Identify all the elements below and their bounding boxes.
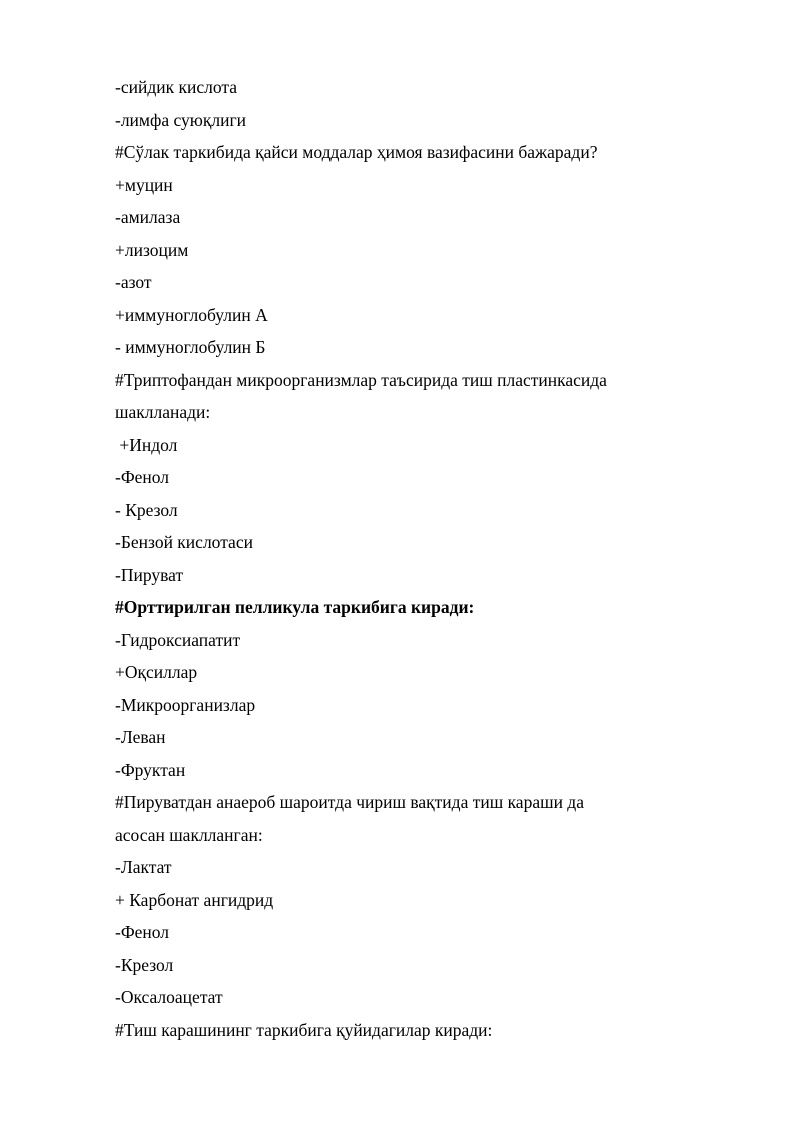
document-text-lines bbox=[115, 74, 715, 1049]
text-line: -сийдик кислота bbox=[115, 77, 237, 97]
text-line: +Индол bbox=[115, 434, 178, 455]
text-line: -лимфа суюқлиги bbox=[115, 109, 246, 130]
text-line: +иммуноглобулин А bbox=[115, 304, 268, 325]
text-line: -Микроорганизлар bbox=[115, 694, 256, 715]
text-line: #Пируватдан анаероб шароитда чириш вақтида тиш караши да bbox=[115, 792, 584, 812]
text-line: + Карбонат ангидрид bbox=[115, 889, 274, 910]
text-line: -Гидроксиапатит bbox=[115, 629, 241, 650]
text-line: +муцин bbox=[115, 174, 173, 195]
text-line: #Тиш карашининг таркибига қуйидагилар киради: bbox=[115, 1019, 493, 1040]
text-line: -Оксалоацетат bbox=[115, 987, 223, 1007]
text-line: #Орттирилган пелликула таркибига киради: bbox=[115, 597, 475, 617]
text-line: -Крезол bbox=[115, 954, 174, 975]
text-line: -Бензой кислотаси bbox=[115, 532, 253, 552]
text-line: -Пируват bbox=[115, 564, 184, 585]
text-line: #Триптофандан микроорганизмлар таъсирида тиш пластинкасида bbox=[115, 369, 607, 390]
text-line: -Фенол bbox=[115, 922, 170, 942]
text-line: шаклланади: bbox=[115, 402, 211, 422]
text-line: асосан шаклланган: bbox=[115, 824, 263, 845]
text-line: - иммуноглобулин Б bbox=[115, 337, 266, 357]
text-line: #Сўлак таркибида қайси моддалар ҳимоя вазифасини бажаради? bbox=[115, 142, 598, 162]
text-line: -Лактат bbox=[115, 857, 172, 877]
text-line: -азот bbox=[115, 272, 152, 292]
text-line: +лизоцим bbox=[115, 239, 189, 260]
text-line: -Фенол bbox=[115, 467, 170, 487]
text-line: -Фруктан bbox=[115, 759, 186, 780]
text-line: -амилаза bbox=[115, 207, 181, 227]
text-line: - Крезол bbox=[115, 499, 178, 520]
text-line: -Леван bbox=[115, 727, 166, 747]
text-line: +Оқсиллар bbox=[115, 662, 198, 682]
